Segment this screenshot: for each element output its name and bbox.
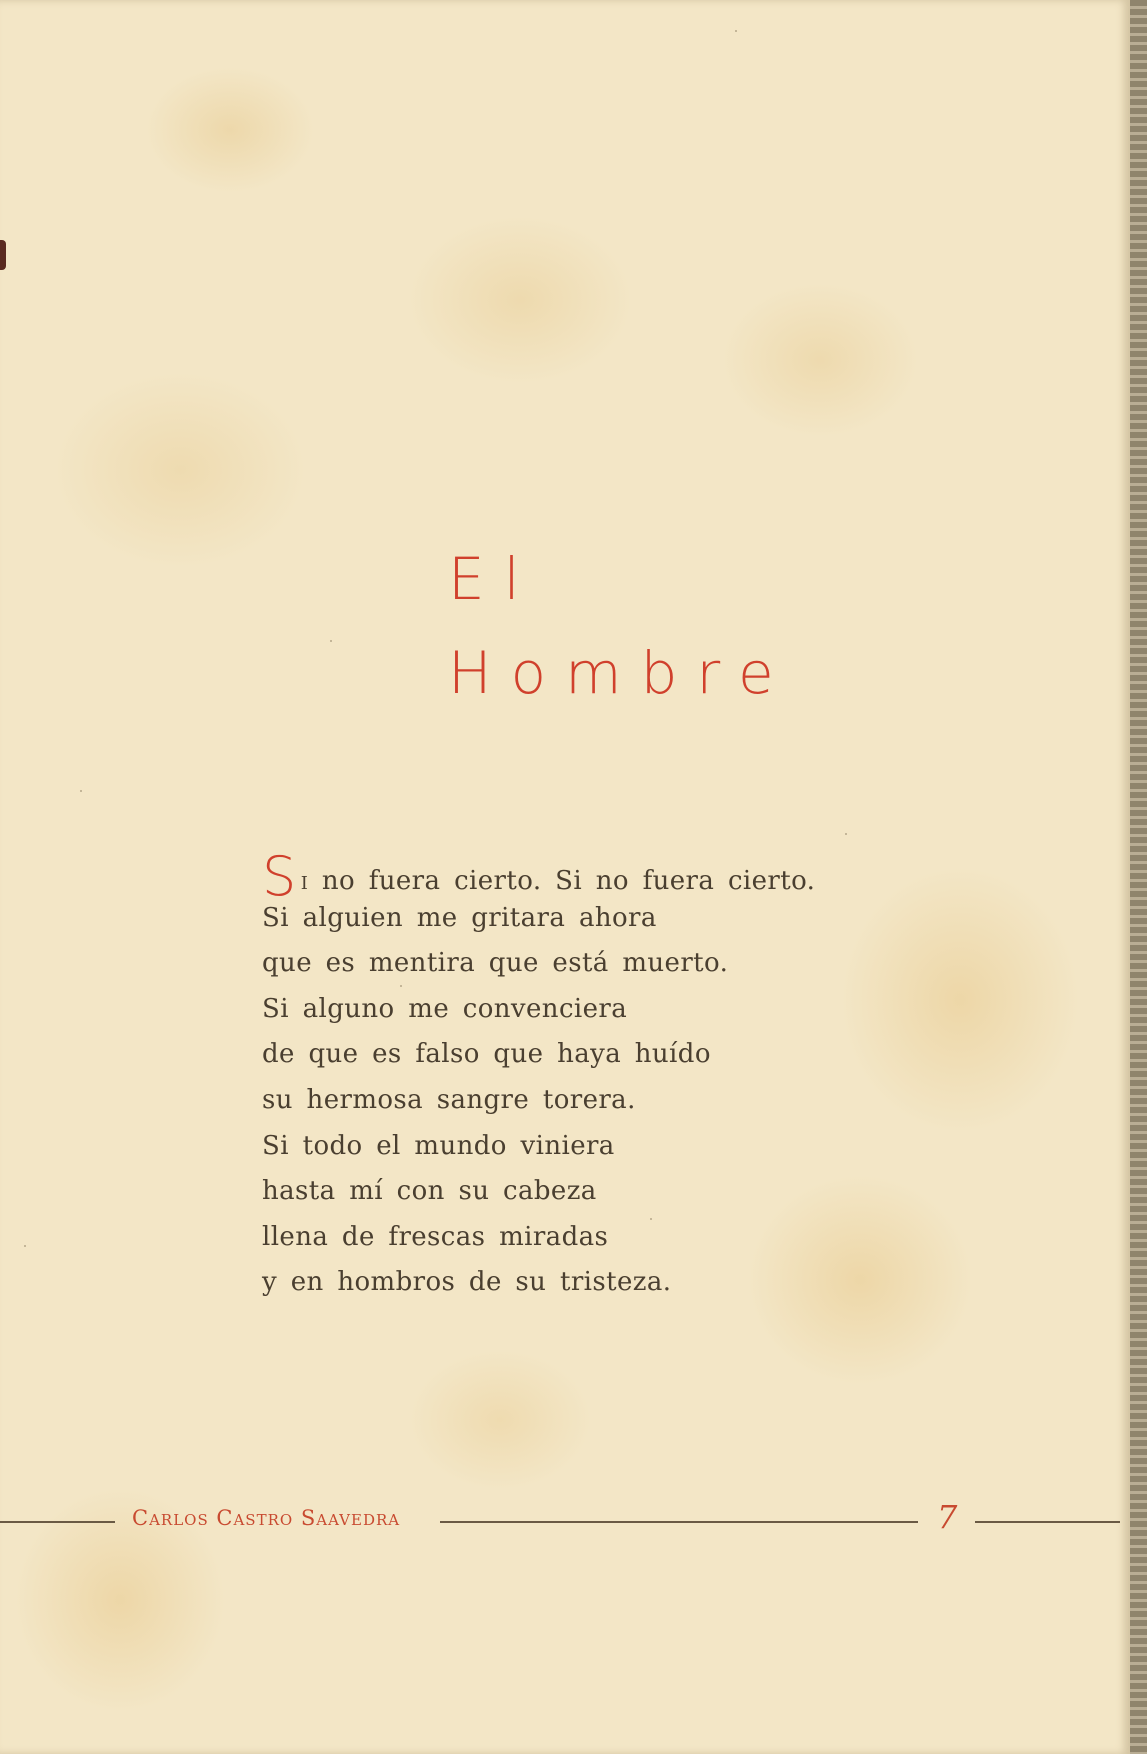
speck — [24, 1245, 26, 1247]
poem-body — [262, 845, 882, 1306]
footer-rule-middle — [440, 1521, 918, 1523]
poem-title-line-1: El — [448, 545, 539, 613]
poem-title-line-2: Hombre — [448, 639, 793, 707]
poem-line-1 — [262, 845, 882, 908]
poem-line: Si alguno me convenciera — [262, 993, 628, 1024]
speck — [330, 640, 332, 642]
poem-line: hasta mí con su cabeza — [262, 1176, 597, 1207]
footer-rule-right — [975, 1521, 1120, 1523]
footer-rule-left — [0, 1521, 115, 1523]
page-footer — [0, 1500, 1130, 1540]
speck — [80, 790, 82, 792]
poem-line: su hermosa sangre torera. — [262, 1084, 636, 1115]
book-spine-edge — [1130, 0, 1147, 1754]
drop-cap: S — [262, 845, 297, 908]
poem-line: y en hombros de su tristeza. — [262, 1267, 672, 1298]
speck — [845, 833, 847, 835]
speck — [735, 30, 737, 32]
poem-line: llena de frescas miradas — [262, 1221, 609, 1252]
speck — [650, 1218, 652, 1220]
speck — [400, 985, 402, 987]
author-name: Carlos Castro Saavedra — [132, 1506, 401, 1530]
page-edge-mark — [0, 240, 6, 270]
poem-line: que es mentira que está muerto. — [262, 948, 729, 979]
poem-line: de que es falso que haya huído — [262, 1039, 711, 1070]
page-number: 7 — [937, 1498, 958, 1536]
first-line-text: no fuera cierto. Si no fuera cierto. — [308, 866, 816, 896]
poem-line: Si todo el mundo viniera — [262, 1130, 615, 1161]
first-word-rest: i — [300, 866, 309, 896]
poem-line: Si alguien me gritara ahora — [262, 902, 657, 933]
